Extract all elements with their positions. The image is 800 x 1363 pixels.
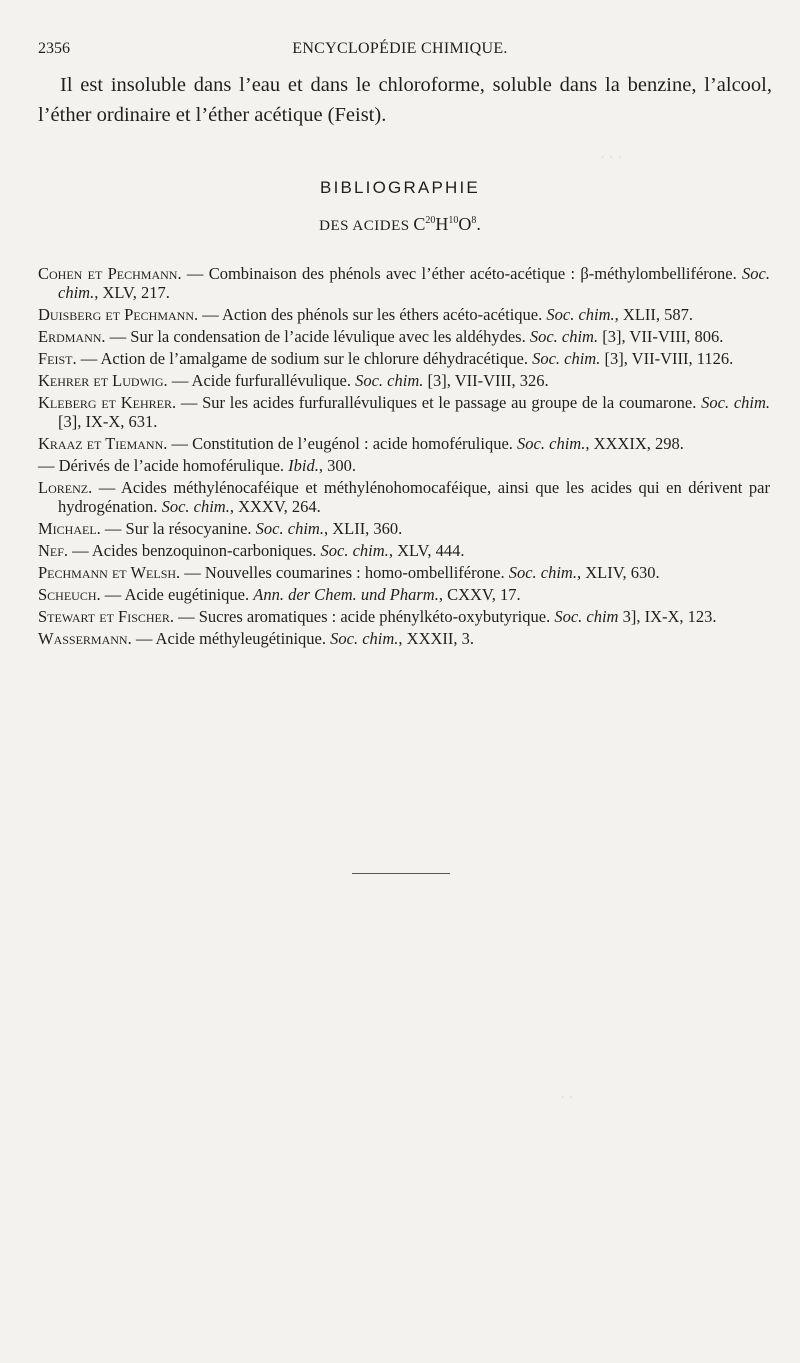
reference-details: [3], VII-VIII, 326.: [423, 371, 549, 390]
reference-details: , XLII, 587.: [614, 305, 694, 324]
reference-authors: Scheuch.: [38, 585, 101, 604]
reference-entry: [38, 305, 770, 324]
reference-authors: Lorenz.: [38, 478, 93, 497]
reference-details: , XLV, 217.: [94, 283, 170, 302]
reference-title: — Combinaison des phénols avec l’éther acéto-acétique : β-méthylombelliférone.: [186, 264, 737, 283]
reference-authors: Stewart et Fischer.: [38, 607, 174, 626]
reference-source: Soc. chim.: [255, 519, 324, 538]
reference-title: — Action des phénols sur les éthers acéto-acétique.: [202, 305, 543, 324]
bleed-through: · · ·: [600, 150, 623, 166]
reference-source: Soc. chim.: [355, 371, 424, 390]
reference-title: — Action de l’amalgame de sodium sur le chlorure déhydracétique.: [80, 349, 528, 368]
reference-title: — Acide eugétinique.: [104, 585, 250, 604]
reference-details: [3], IX-X, 631.: [58, 412, 158, 431]
reference-title: — Nouvelles coumarines : homo-ombelliférone.: [184, 563, 505, 582]
reference-source: Soc. chim.: [58, 264, 770, 302]
reference-entry: [38, 371, 770, 390]
section-divider: [352, 873, 450, 874]
reference-details: , XXXIX, 298.: [585, 434, 684, 453]
page-header: [38, 40, 762, 64]
reference-source: Soc. chim.: [508, 563, 577, 582]
reference-authors: Feist.: [38, 349, 77, 368]
reference-entry: [38, 264, 770, 302]
reference-details: [3], VII-VIII, 806.: [598, 327, 724, 346]
reference-entry: [38, 478, 770, 516]
reference-entry: [38, 456, 770, 475]
reference-entry: [38, 519, 770, 538]
bibliography-title: BIBLIOGRAPHIE: [320, 178, 480, 197]
reference-entry: [38, 629, 770, 648]
reference-title: — Acide méthyleugétinique.: [135, 629, 327, 648]
reference-title: — Sucres aromatiques : acide phénylkéto-oxybutyrique.: [178, 607, 551, 626]
intro-text: Il est insoluble dans l’eau et dans le chloroforme, soluble dans la benzine, l’alcool, l’éther ordinaire et l’éther acétique (Feist).: [38, 74, 772, 126]
reference-source: Soc. chim.: [161, 497, 230, 516]
reference-authors: Kehrer et Ludwig.: [38, 371, 168, 390]
reference-title: — Dérivés de l’acide homoférulique.: [38, 456, 285, 475]
reference-title: — Sur la résocyanine.: [104, 519, 252, 538]
bleed-through: · ·: [560, 1090, 574, 1106]
reference-title: — Acide furfurallévulique.: [171, 371, 351, 390]
reference-details: , 300.: [318, 456, 357, 475]
reference-authors: Kraaz et Tiemann.: [38, 434, 168, 453]
reference-authors: Erdmann.: [38, 327, 106, 346]
reference-entry: [38, 563, 770, 582]
reference-entry: [38, 434, 770, 453]
reference-title: — Sur les acides furfurallévuliques et le passage au groupe de la coumarone.: [180, 393, 697, 412]
reference-authors: Duisberg et Pechmann.: [38, 305, 199, 324]
reference-details: , XLV, 444.: [388, 541, 465, 560]
reference-title: — Acides benzoquinon-carboniques.: [72, 541, 317, 560]
reference-entry: [38, 349, 770, 368]
reference-list: [38, 264, 770, 651]
reference-details: , XLIV, 630.: [576, 563, 660, 582]
intro-paragraph: [38, 70, 772, 130]
reference-details: , XXXII, 3.: [398, 629, 475, 648]
bibliography-subtitle: [0, 214, 800, 235]
reference-authors: Kleberg et Kehrer.: [38, 393, 177, 412]
reference-source: Soc. chim.: [320, 541, 389, 560]
reference-authors: Pechmann et Welsh.: [38, 563, 181, 582]
running-title: ENCYCLOPÉDIE CHIMIQUE.: [292, 40, 508, 57]
reference-details: , CXXV, 17.: [438, 585, 521, 604]
reference-entry: [38, 585, 770, 604]
reference-source: Soc. chim.: [517, 434, 586, 453]
reference-source: Ann. der Chem. und Pharm.: [253, 585, 439, 604]
reference-entry: [38, 393, 770, 431]
reference-entry: [38, 607, 770, 626]
reference-title: — Constitution de l’eugénol : acide homoférulique.: [171, 434, 513, 453]
reference-details: 3], IX-X, 123.: [618, 607, 717, 626]
reference-authors: Cohen et Pechmann.: [38, 264, 182, 283]
reference-source: Soc. chim.: [546, 305, 615, 324]
reference-entry: [38, 541, 770, 560]
reference-details: [3], VII-VIII, 1126.: [600, 349, 734, 368]
reference-authors: Michael.: [38, 519, 101, 538]
reference-authors: Wassermann.: [38, 629, 132, 648]
reference-authors: Nef.: [38, 541, 69, 560]
reference-source: Soc. chim.: [330, 629, 399, 648]
reference-title: — Sur la condensation de l’acide lévulique avec les aldéhydes.: [109, 327, 526, 346]
reference-entry: [38, 327, 770, 346]
reference-source: Soc. chim.: [701, 393, 771, 412]
page-number: 2356: [38, 40, 70, 57]
chemical-formula: $C^{20}H^{10}O^8$.: [413, 214, 481, 234]
reference-details: , XLII, 360.: [323, 519, 403, 538]
reference-source: Ibid.: [288, 456, 319, 475]
reference-source: Soc. chim.: [529, 327, 599, 346]
reference-title: — Acides méthylénocaféique et méthylénohomocaféique, ainsi que les acides qui en dérivent par hydrogénation.: [58, 478, 771, 516]
reference-details: , XXXV, 264.: [229, 497, 321, 516]
subtitle-prefix: DES ACIDES: [319, 218, 410, 234]
reference-source: Soc. chim.: [532, 349, 601, 368]
reference-source: Soc. chim: [554, 607, 619, 626]
